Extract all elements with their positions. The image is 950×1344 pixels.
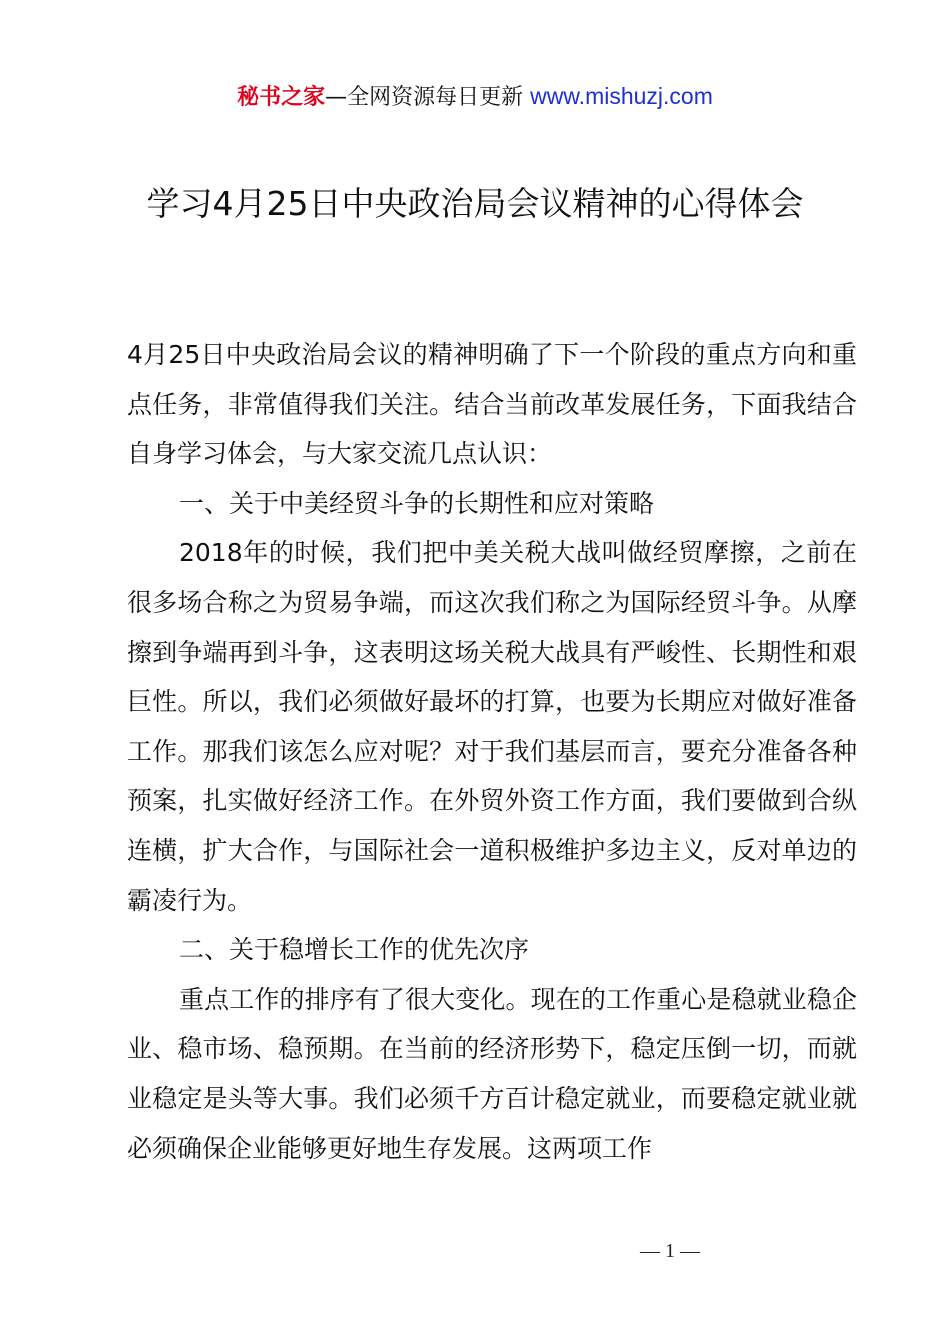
intro-paragraph: 4月25日中央政治局会议的精神明确了下一个阶段的重点方向和重点任务，非常值得我们关注。结合当前改革发展任务，下面我结合自身学习体会，与大家交流几点认识： [127, 340, 857, 469]
site-tagline: —全网资源每日更新 [325, 85, 524, 110]
site-url-link[interactable]: www.mishuzj.com [530, 83, 713, 109]
body-paragraph-2: 重点工作的排序有了很大变化。现在的工作重心是稳就业稳企业、稳市场、稳预期。在当前的经济形势下，稳定压倒一切，而就业稳定是头等大事。我们必须千方百计稳定就业，而要稳定就业就必须确保企业能够更好地生存发展。这两项工作 [127, 984, 857, 1163]
site-header [0, 80, 950, 114]
document-body [127, 330, 857, 1173]
site-brand: 秘书之家 [237, 85, 326, 110]
document-title: 学习4月25日中央政治局会议精神的心得体会 [146, 184, 804, 223]
body-paragraph-1: 2018年的时候，我们把中美关税大战叫做经贸摩擦，之前在很多场合称之为贸易争端，而这次我们称之为国际经贸斗争。从摩擦到争端再到斗争，这表明这场关税大战具有严峻性、长期性和艰巨性。所以，我们必须做好最坏的打算，也要为长期应对做好准备工作。那我们该怎么应对呢？对于我们基层而言，要充分准备各种预案，扎实做好经济工作。在外贸外资工作方面，我们要做到合纵连横，扩大合作，与国际社会一道积极维护多边主义，反对单边的霸凌行为。 [127, 538, 857, 915]
section-heading-1: 一、关于中美经贸斗争的长期性和应对策略 [179, 488, 655, 518]
page-number: — 1 — [640, 1240, 700, 1262]
section-heading-2: 二、关于稳增长工作的优先次序 [179, 935, 530, 965]
